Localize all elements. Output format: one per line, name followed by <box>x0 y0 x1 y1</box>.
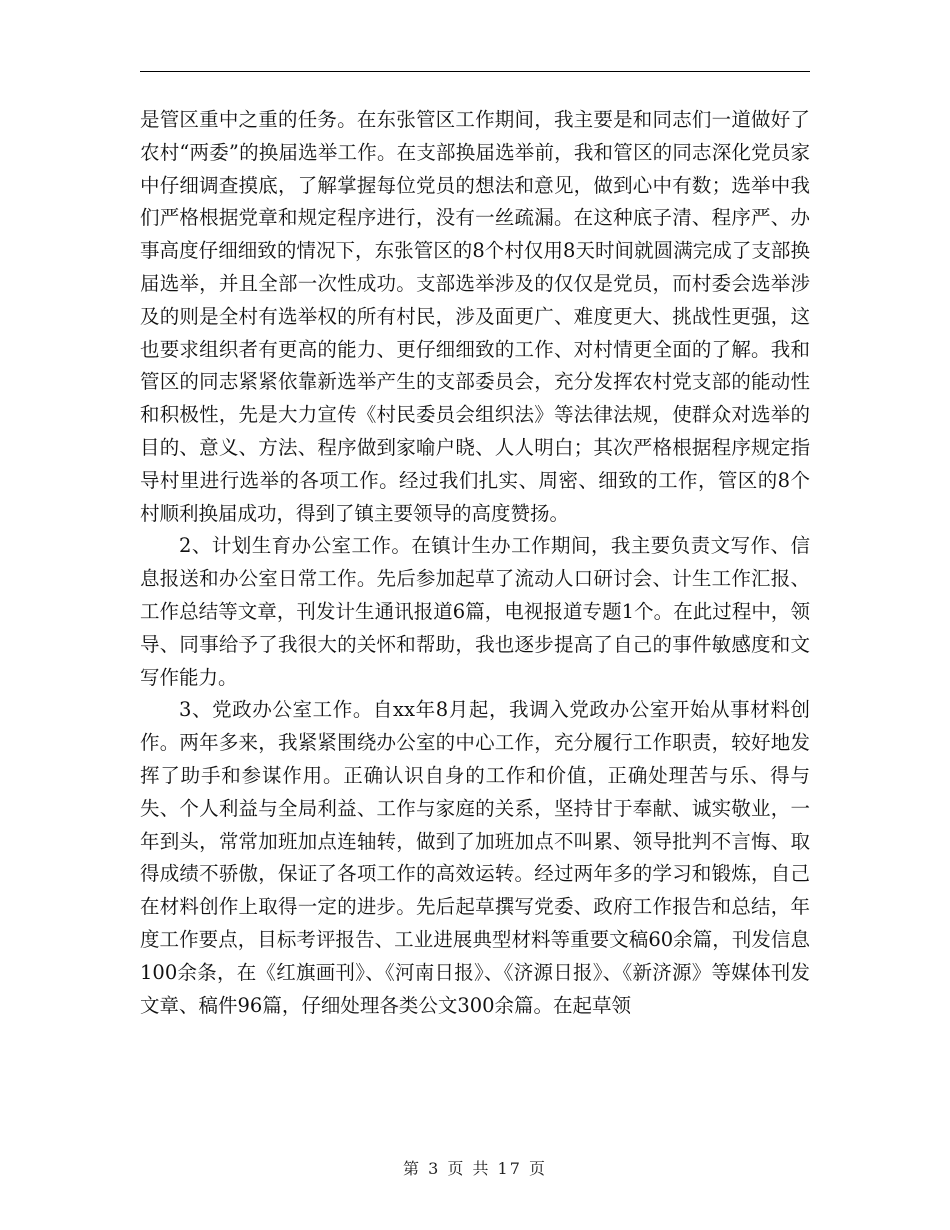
paragraph-2: 2、计划生育办公室工作。在镇计生办工作期间，我主要负责文写作、信息报送和办公室日常工作。先后参加起草了流动人口研讨会、计生工作汇报、工作总结等文章，刊发计生通讯报道6篇，电视报道专题1个。在此过程中，领导、同事给予了我很大的关怀和帮助，我也逐步提高了自己的事件敏感度和文写作能力。 <box>140 534 810 689</box>
paragraph-3: 3、党政办公室工作。自xx年8月起，我调入党政办公室开始从事材料创作。两年多来，我紧紧围绕办公室的中心工作，充分履行工作职责，较好地发挥了助手和参谋作用。正确认识自身的工作和价值，正确处理苦与乐、得与失、个人利益与全局利益、工作与家庭的关系，坚持甘于奉献、诚实敬业，一年到头，常常加班加点连轴转，做到了加班加点不叫累、领导批判不言悔、取得成绩不骄傲，保证了各项工作的高效运转。经过两年多的学习和锻炼，自己在材料创作上取得一定的进步。先后起草撰写党委、政府工作报告和总结，年度工作要点，目标考评报告、工业进展典型材料等重要文稿60余篇，刊发信息100余条，在《红旗画刊》、《河南日报》、《济源日报》、《新济源》等媒体刊发文章、稿件96篇，仔细处理各类公文300余篇。在起草领 <box>140 698 810 1017</box>
paragraph-1: 是管区重中之重的任务。在东张管区工作期间，我主要是和同志们一道做好了农村“两委”的换届选举工作。在支部换届选举前，我和管区的同志深化党员家中仔细调查摸底，了解掌握每位党员的想法和意见，做到心中有数；选举中我们严格根据党章和规定程序进行，没有一丝疏漏。在这种底子清、程序严、办事高度仔细细致的情况下，东张管区的8个村仅用8天时间就圆满完成了支部换届选举，并且全部一次性成功。支部选举涉及的仅仅是党员，而村委会选举涉及的则是全村有选举权的所有村民，涉及面更广、难度更大、挑战性更强，这也要求组织者有更高的能力、更仔细细致的工作、对村情更全面的了解。我和管区的同志紧紧依靠新选举产生的支部委员会，充分发挥农村党支部的能动性和积极性，先是大力宣传《村民委员会组织法》等法律法规，使群众对选举的目的、意义、方法、程序做到家喻户晓、人人明白；其次严格根据程序规定指导村里进行选举的各项工作。经过我们扎实、周密、细致的工作，管区的8个村顺利换届成功，得到了镇主要领导的高度赞扬。 <box>140 108 810 525</box>
header-rule <box>140 71 810 72</box>
document-body <box>140 104 810 1022</box>
page-number-footer: 第 3 页 共 17 页 <box>403 1159 547 1178</box>
